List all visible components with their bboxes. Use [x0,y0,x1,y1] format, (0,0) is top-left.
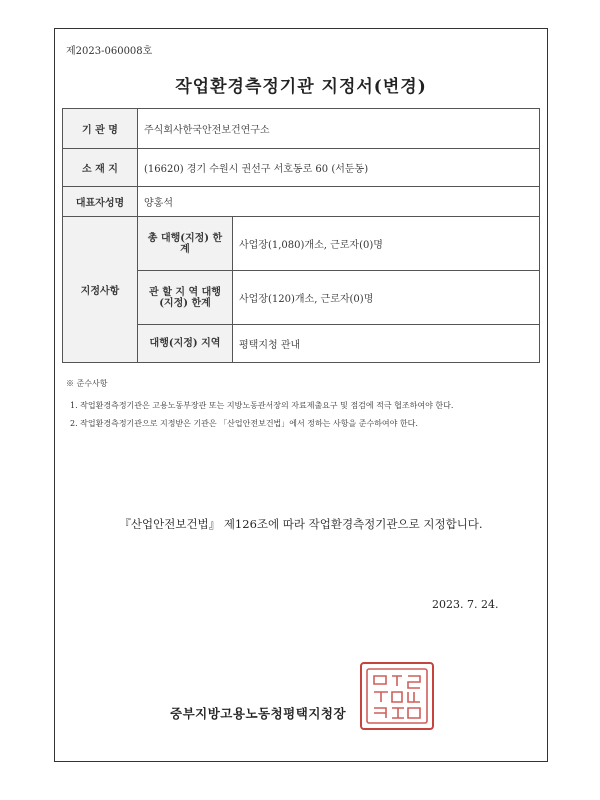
table-row [63,187,540,217]
representative-value: 양홍석 [138,187,540,217]
notes-title: ※ 준수사항 [66,379,108,388]
jurisdiction-limit-label: 관 할 지 역 대행(지정) 한계 [138,271,233,325]
region-value: 평택지청 관내 [233,325,540,363]
designation-label: 지정사항 [63,217,138,363]
official-seal-icon [360,662,434,730]
address-label: 소 재 지 [63,149,138,187]
address-value: (16620) 경기 수원시 권선구 서호동로 60 (서둔동) [138,149,540,187]
representative-label: 대표자성명 [63,187,138,217]
document-number: 제2023-060008호 [66,46,153,57]
table-row [63,149,540,187]
region-label: 대행(지정) 지역 [138,325,233,363]
info-table [62,108,540,363]
institution-label: 기 관 명 [63,109,138,149]
table-row [63,109,540,149]
total-limit-value: 사업장(1,080)개소, 근로자(0)명 [233,217,540,271]
declaration-text: 『산업안전보건법』 제126조에 따라 작업환경측정기관으로 지정합니다. [119,517,483,531]
jurisdiction-limit-value: 사업장(120)개소, 근로자(0)명 [233,271,540,325]
note-item: 2. 작업환경측정기관으로 지정받은 기관은 「산업안전보건법」에서 정하는 사항을 준수하여야 한다. [70,419,418,428]
total-limit-label: 총 대행(지정) 한 계 [138,217,233,271]
table-row [63,217,540,271]
issuer-name: 중부지방고용노동청평택지청장 [170,706,347,721]
institution-value: 주식회사한국안전보건연구소 [138,109,540,149]
page-title: 작업환경측정기관 지정서(변경) [175,77,427,97]
note-item: 1. 작업환경측정기관은 고용노동부장관 또는 지방노동관서장의 자료제출요구 및 점검에 적극 협조하여야 한다. [70,401,454,410]
issue-date: 2023. 7. 24. [432,598,499,611]
